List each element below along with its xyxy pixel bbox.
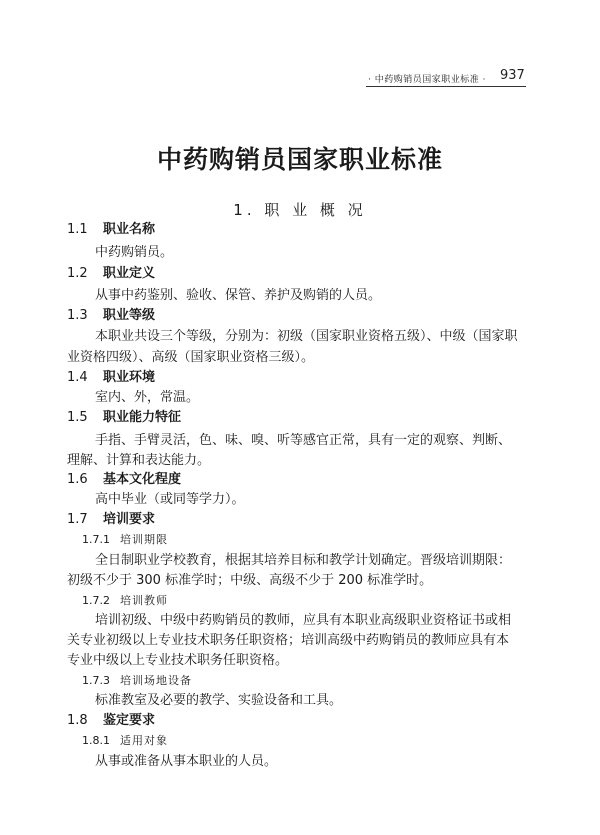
paragraph-1-7-3: 标准教室及必要的教学、实验设备和工具。	[95, 693, 343, 708]
paragraph-1-7-2-line-3: 专业中级以上专业技术职务任职资格。	[67, 653, 289, 668]
document-title: 中药购销员国家职业标准	[156, 145, 443, 174]
heading-1-2	[67, 265, 155, 283]
heading-number: 1.3	[67, 308, 88, 323]
subheading-label: 适用对象	[120, 734, 168, 747]
heading-number: 1.2	[67, 266, 88, 281]
running-head: · 中药购销员国家职业标准 ·	[368, 75, 486, 85]
subheading-number: 1.7.1	[82, 533, 110, 546]
paragraph-1-5-line-1: 手指、手臂灵活，色、味、嗅、听等感官正常，具有一定的观察、判断、	[95, 433, 512, 448]
paragraph-1-1: 中药购销员。	[95, 245, 174, 260]
heading-number: 1.4	[67, 370, 88, 385]
heading-1-3	[67, 307, 155, 325]
subheading-label: 培训教师	[120, 594, 168, 607]
heading-1-8-1	[82, 732, 168, 750]
subheading-number: 1.7.2	[82, 594, 110, 607]
heading-number: 1.8	[67, 713, 88, 728]
heading-1-7-3	[82, 672, 192, 690]
heading-label: 职业名称	[103, 222, 156, 237]
heading-1-1	[67, 221, 155, 239]
heading-number: 1.1	[67, 222, 88, 237]
heading-1-7	[67, 511, 155, 529]
page-number: 937	[500, 68, 525, 83]
subheading-label: 培训期限	[120, 533, 168, 546]
heading-label: 职业等级	[103, 308, 156, 323]
heading-1-7-2	[82, 592, 168, 610]
paragraph-1-7-1-line-1: 全日制职业学校教育，根据其培养目标和教学计划确定。晋级培训期限：	[95, 553, 512, 568]
paragraph-1-7-2-line-2: 关专业初级以上专业技术职务任职资格；培训高级中药购销员的教师应具有本	[67, 633, 510, 648]
subheading-number: 1.8.1	[82, 734, 110, 747]
paragraph-1-7-1-line-2: 初级不少于 300 标准学时；中级、高级不少于 200 标准学时。	[67, 573, 433, 588]
section-title: 1. 职 业 概 况	[233, 201, 367, 219]
paragraph-1-3-line-2: 业资格四级）、高级（国家职业资格三级）。	[67, 350, 315, 365]
heading-1-6	[67, 471, 181, 489]
header-rule	[366, 86, 526, 87]
paragraph-1-2: 从事中药鉴别、验收、保管、养护及购销的人员。	[95, 288, 382, 303]
heading-1-8	[67, 712, 155, 730]
heading-1-7-1	[82, 531, 168, 549]
paragraph-1-5-line-2: 理解、计算和表达能力。	[67, 453, 211, 468]
heading-1-4	[67, 369, 155, 387]
paragraph-1-4: 室内、外，常温。	[95, 390, 200, 405]
heading-label: 职业定义	[103, 266, 156, 281]
paragraph-1-3-line-1: 本职业共设三个等级，分别为：初级（国家职业资格五级）、中级（国家职	[95, 329, 518, 344]
heading-label: 职业能力特征	[103, 410, 182, 425]
heading-number: 1.7	[67, 512, 88, 527]
heading-label: 职业环境	[103, 370, 156, 385]
paragraph-1-6: 高中毕业（或同等学力）。	[95, 492, 245, 507]
heading-label: 培训要求	[103, 512, 156, 527]
heading-number: 1.5	[67, 410, 88, 425]
heading-1-5	[67, 409, 181, 427]
heading-label: 鉴定要求	[103, 713, 156, 728]
heading-number: 1.6	[67, 472, 88, 487]
paragraph-1-7-2-line-1: 培训初级、中级中药购销员的教师，应具有本职业高级职业资格证书或相	[95, 613, 512, 628]
heading-label: 基本文化程度	[103, 472, 182, 487]
subheading-label: 培训场地设备	[120, 674, 192, 687]
paragraph-1-8-1: 从事或准备从事本职业的人员。	[95, 754, 278, 769]
subheading-number: 1.7.3	[82, 674, 110, 687]
